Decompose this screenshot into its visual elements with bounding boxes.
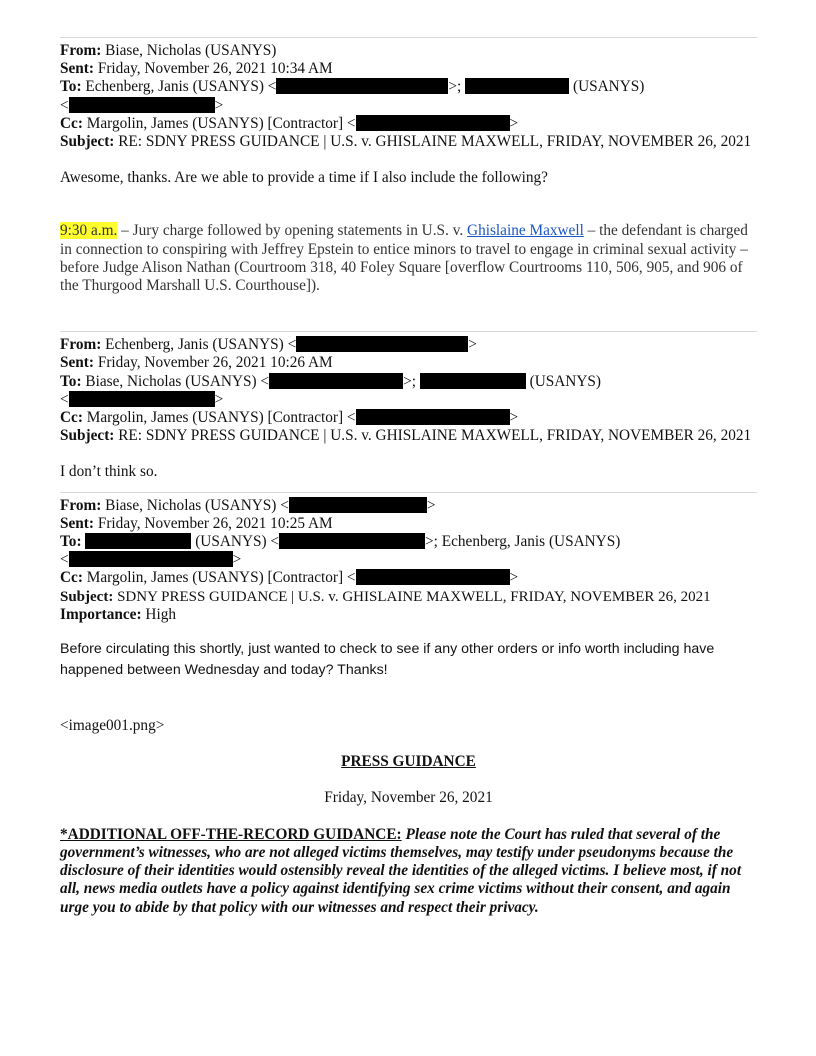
importance-label: Importance:	[60, 605, 142, 623]
email-header-2	[60, 336, 757, 445]
subject-value: RE: SDNY PRESS GUIDANCE | U.S. v. GHISLAINE MAXWELL, FRIDAY, NOVEMBER 26, 2021	[118, 427, 752, 445]
from-value: Biase, Nicholas (USANYS)	[105, 42, 277, 59]
from-label: From:	[60, 42, 102, 59]
from-label: From:	[60, 496, 102, 514]
importance-line	[60, 606, 757, 624]
to-continuation-line	[60, 551, 757, 569]
separator-rule	[60, 331, 757, 332]
angle-close: >	[426, 496, 436, 514]
angle-close: >	[509, 409, 519, 427]
from-value: Echenberg, Janis (USANYS) <	[105, 336, 297, 354]
subject-line	[60, 427, 757, 445]
redaction-box	[69, 551, 233, 567]
to-line	[60, 533, 757, 551]
subject-line	[60, 133, 757, 151]
off-record-text: Please note the Court has ruled that several of the government’s witnesses, who are not alleged victims themselves, may testify under pseudonyms because the disclosure of their identities would ostensibly reveal the identities of the alleged victims. I believe most, if not all, news media outlets have a policy against identifying sex crime victims without their consent, and again urge you to abide by that policy with our witnesses and respect their privacy.	[60, 825, 742, 916]
angle-close: >	[509, 569, 519, 587]
subject-label: Subject:	[60, 133, 115, 151]
angle-close: >	[214, 96, 224, 114]
entry-text: – Jury charge followed by opening statements in U.S. v.	[117, 222, 468, 240]
guidance-title-text: PRESS GUIDANCE	[341, 753, 476, 771]
angle-close: >	[232, 551, 242, 569]
sent-label: Sent:	[60, 514, 94, 532]
redaction-box	[289, 497, 427, 513]
redaction-box	[356, 569, 510, 585]
redaction-box	[69, 391, 215, 407]
cc-value: Margolin, James (USANYS) [Contractor] <	[86, 569, 356, 587]
to-line	[60, 373, 757, 391]
subject-value: RE: SDNY PRESS GUIDANCE | U.S. v. GHISLAINE MAXWELL, FRIDAY, NOVEMBER 26, 2021	[118, 133, 752, 151]
separator-rule	[60, 492, 757, 493]
to-line	[60, 78, 757, 96]
subject-label: Subject:	[60, 427, 115, 445]
from-line	[60, 336, 757, 354]
email-body-2: I don’t think so.	[60, 463, 158, 481]
angle-close: >	[509, 114, 519, 132]
to-continuation-line	[60, 391, 757, 409]
to-label: To:	[60, 78, 82, 96]
sent-label: Sent:	[60, 60, 94, 78]
to-org: (USANYS) <	[195, 533, 280, 551]
cc-value: Margolin, James (USANYS) [Contractor] <	[86, 114, 356, 132]
from-line	[60, 497, 757, 515]
redaction-box	[465, 78, 569, 94]
to-name: Echenberg, Janis (USANYS) <	[85, 78, 277, 96]
cc-label: Cc:	[60, 409, 83, 427]
off-record-label: *ADDITIONAL OFF-THE-RECORD GUIDANCE:	[60, 825, 402, 843]
highlighted-time: 9:30 a.m.	[60, 222, 118, 240]
email-header-1	[60, 42, 757, 151]
email-body-3: Before circulating this shortly, just wanted to check to see if any other orders or info worth including have happened between Wednesday and today? Thanks!	[60, 641, 715, 679]
case-link[interactable]: Ghislaine Maxwell	[467, 222, 584, 240]
schedule-entry	[60, 222, 757, 295]
redaction-box	[420, 373, 526, 389]
sent-value: Friday, November 26, 2021 10:26 AM	[97, 354, 333, 372]
separator-rule	[60, 37, 757, 38]
to-label: To:	[60, 372, 82, 390]
redaction-box	[85, 533, 191, 549]
redaction-box	[356, 409, 510, 425]
guidance-title	[60, 753, 757, 771]
redaction-box	[69, 97, 215, 113]
cc-label: Cc:	[60, 114, 83, 132]
from-line	[60, 42, 757, 60]
entry-text: – the defendant is charged in connection to conspiring with Jeffrey Epstein to entice minors to travel to engage in criminal sexual activity – before Judge Alison Nathan (Courtroom 318, 40 Foley Square [overflow Courtrooms 110, 506, 905, and 906 of the Thurgood Marshall U.S. Courthouse]).	[60, 222, 748, 295]
cc-line	[60, 409, 757, 427]
to-name: Biase, Nicholas (USANYS) <	[85, 372, 270, 390]
to-label: To:	[60, 533, 82, 551]
sent-value: Friday, November 26, 2021 10:34 AM	[97, 60, 333, 78]
email-body-1: Awesome, thanks. Are we able to provide a time if I also include the following?	[60, 169, 548, 187]
importance-value: High	[145, 605, 177, 623]
to-continuation-line	[60, 97, 757, 115]
angle-open: <	[60, 96, 69, 114]
angle-close: >	[214, 390, 224, 408]
redaction-box	[276, 78, 448, 94]
sent-value: Friday, November 26, 2021 10:25 AM	[97, 514, 333, 532]
subject-value: SDNY PRESS GUIDANCE | U.S. v. GHISLAINE MAXWELL, FRIDAY, NOVEMBER 26, 2021	[117, 588, 711, 605]
cc-line	[60, 569, 757, 587]
redaction-box	[269, 373, 403, 389]
sent-line	[60, 354, 757, 372]
email-thread	[60, 37, 757, 917]
off-record-guidance	[60, 826, 757, 917]
to-separator: >;	[403, 372, 416, 390]
email-header-3	[60, 497, 757, 624]
angle-close: >	[468, 336, 477, 354]
sent-line	[60, 60, 757, 78]
cc-value: Margolin, James (USANYS) [Contractor] <	[86, 409, 356, 427]
subject-line	[60, 588, 757, 606]
redaction-box	[296, 336, 468, 352]
redaction-box	[356, 115, 510, 131]
cc-line	[60, 115, 757, 133]
to-org: (USANYS)	[572, 78, 645, 96]
guidance-date: Friday, November 26, 2021	[324, 789, 493, 807]
to-after: >; Echenberg, Janis (USANYS)	[425, 533, 621, 551]
angle-open: <	[60, 390, 69, 408]
subject-label: Subject:	[60, 588, 114, 605]
sent-label: Sent:	[60, 354, 94, 372]
to-separator: >;	[448, 78, 462, 96]
cc-label: Cc:	[60, 569, 83, 587]
attachment-placeholder: <image001.png>	[60, 717, 165, 735]
to-org: (USANYS)	[529, 372, 601, 390]
from-label: From:	[60, 336, 102, 354]
from-value: Biase, Nicholas (USANYS) <	[105, 496, 289, 514]
redaction-box	[279, 533, 425, 549]
angle-open: <	[60, 551, 69, 569]
sent-line	[60, 515, 757, 533]
